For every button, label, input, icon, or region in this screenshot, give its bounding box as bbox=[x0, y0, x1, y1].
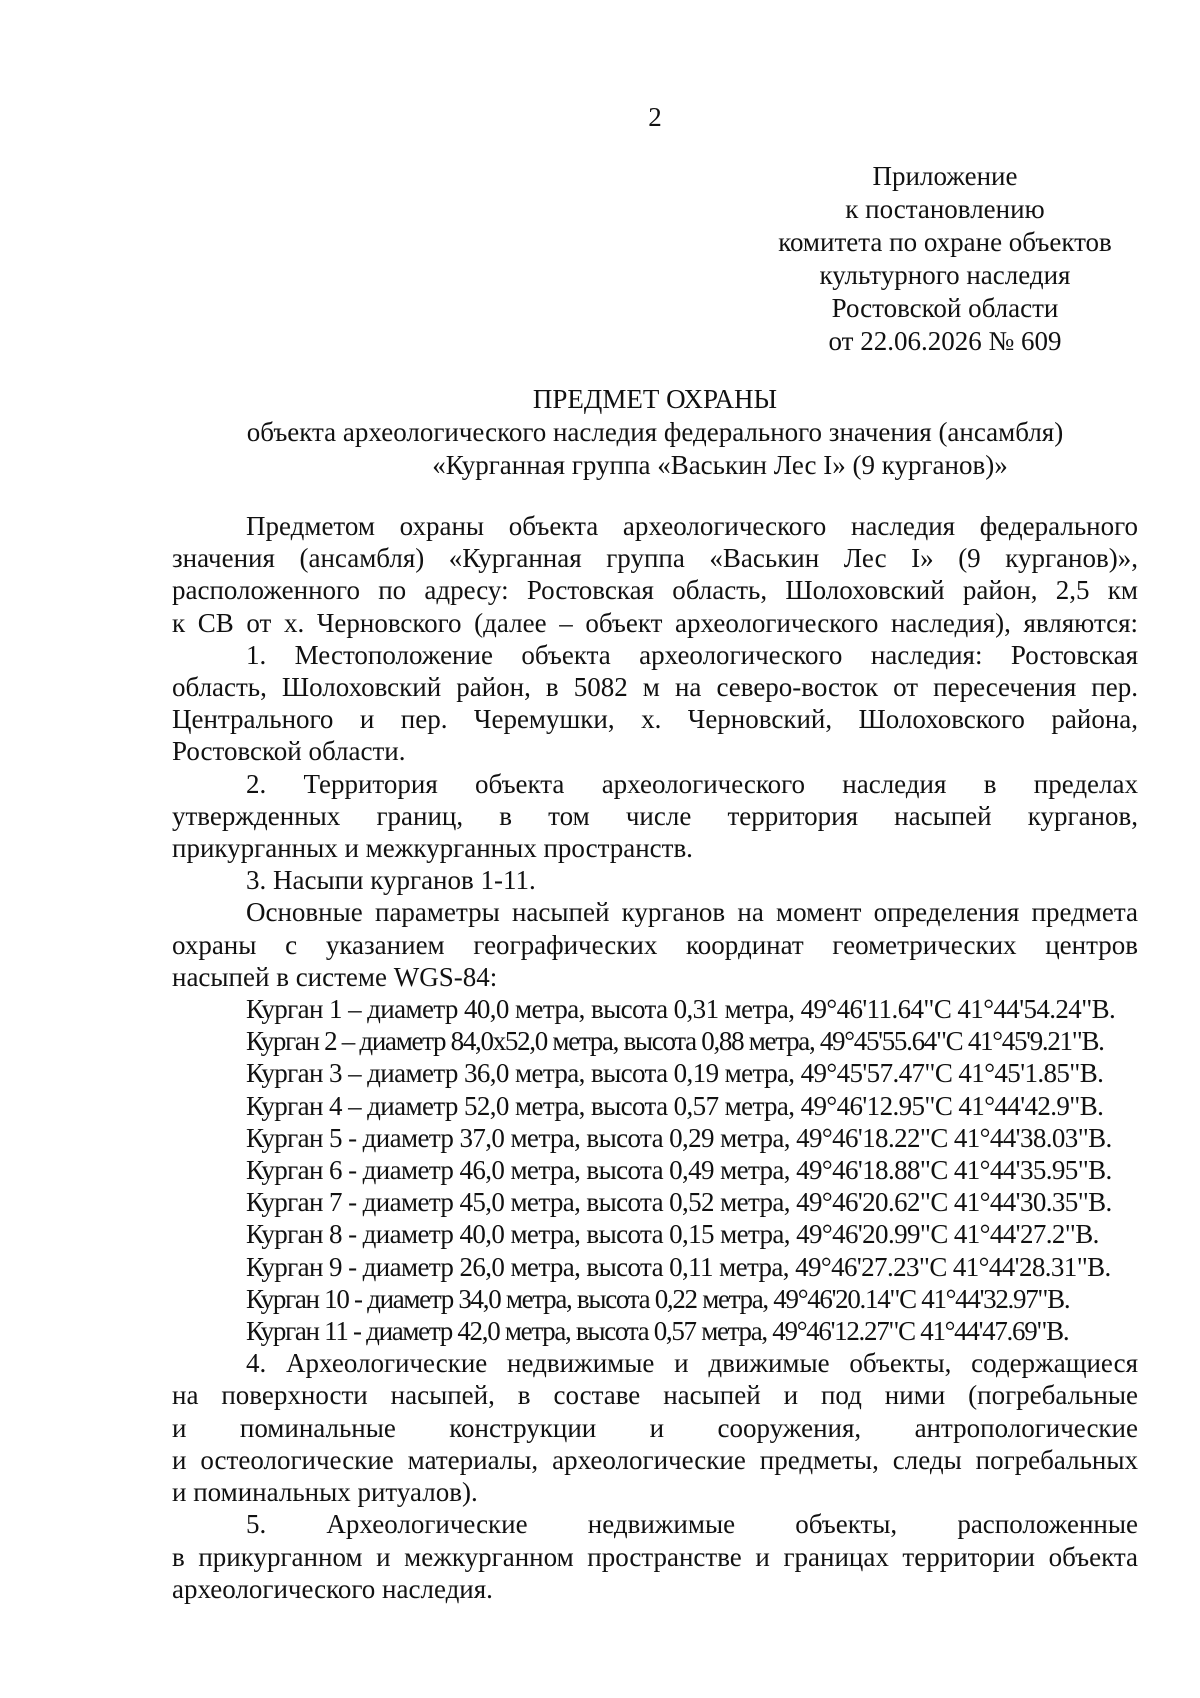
text-line: 2. Территория объекта археологического наследия в пределах bbox=[246, 768, 1138, 799]
item-2-territory bbox=[172, 768, 1138, 865]
item-1-location bbox=[172, 639, 1138, 768]
text-line: 3. Насыпи курганов 1-11. bbox=[246, 865, 536, 896]
appendix-line: Приложение bbox=[872, 161, 1018, 191]
kurgan-entry: Курган 10 - диаметр 34,0 метра, высота 0,22 метра, 49°46'20.14"С 41°44'32.97"В. bbox=[246, 1283, 1070, 1314]
appendix-line: культурного наследия bbox=[819, 260, 1071, 290]
text-line: и поминальные конструкции и сооружения, антропологические bbox=[172, 1412, 1138, 1443]
parameters-paragraph bbox=[172, 896, 1138, 993]
text-line: расположенного по адресу: Ростовская область, Шолоховский район, 2,5 км bbox=[172, 575, 1138, 606]
text-line: к СВ от х. Черновского (далее – объект археологического наследия), являются: bbox=[172, 607, 1138, 638]
title-heading: ПРЕДМЕТ ОХРАНЫ bbox=[532, 384, 778, 414]
appendix-line: Ростовской области bbox=[831, 293, 1059, 323]
text-line: 1. Местоположение объекта археологического наследия: Ростовская bbox=[246, 639, 1138, 670]
kurgan-list bbox=[172, 993, 1138, 1347]
appendix-line: к постановлению bbox=[845, 194, 1045, 224]
intro-paragraph bbox=[172, 510, 1138, 639]
kurgan-entry: Курган 5 - диаметр 37,0 метра, высота 0,29 метра, 49°46'18.22"С 41°44'38.03"В. bbox=[246, 1122, 1112, 1153]
kurgan-entry: Курган 1 – диаметр 40,0 метра, высота 0,31 метра, 49°46'11.64"С 41°44'54.24"В. bbox=[246, 994, 1116, 1025]
text-line: и поминальных ритуалов). bbox=[172, 1477, 478, 1508]
title-subheading: объекта археологического наследия федерального значения (ансамбля) bbox=[246, 417, 1064, 447]
document-title bbox=[170, 383, 1140, 482]
kurgan-entry: Курган 2 – диаметр 84,0х52,0 метра, высота 0,88 метра, 49°45'55.64"С 41°45'9.21"В. bbox=[246, 1026, 1104, 1057]
kurgan-entry: Курган 11 - диаметр 42,0 метра, высота 0,57 метра, 49°46'12.27"С 41°44'47.69"В. bbox=[246, 1316, 1069, 1347]
text-line: охраны с указанием географических координат геометрических центров bbox=[172, 929, 1138, 960]
text-line: насыпей в системе WGS-84: bbox=[172, 961, 498, 992]
text-line: Основные параметры насыпей курганов на момент определения предмета bbox=[246, 897, 1138, 928]
text-line: Центрального и пер. Черемушки, х. Черновский, Шолоховского района, bbox=[172, 704, 1138, 735]
kurgan-entry: Курган 6 - диаметр 46,0 метра, высота 0,49 метра, 49°46'18.88"С 41°44'35.95"В. bbox=[246, 1155, 1112, 1186]
text-line: 5. Археологические недвижимые объекты, расположенные bbox=[246, 1509, 1138, 1540]
appendix-line: комитета по охране объектов bbox=[778, 227, 1112, 257]
text-line: область, Шолоховский район, в 5082 м на северо-восток от пересечения пер. bbox=[172, 672, 1138, 703]
text-line: значения (ансамбля) «Курганная группа «Васькин Лес I» (9 курганов)», bbox=[172, 543, 1138, 574]
item-3-mounds bbox=[172, 864, 1138, 896]
kurgan-entry: Курган 3 – диаметр 36,0 метра, высота 0,19 метра, 49°45'57.47"С 41°45'1.85"В. bbox=[246, 1058, 1104, 1089]
text-line: Ростовской области. bbox=[172, 736, 406, 767]
kurgan-entry: Курган 8 - диаметр 40,0 метра, высота 0,15 метра, 49°46'20.99"С 41°44'27.2"В. bbox=[246, 1219, 1099, 1250]
item-4-objects bbox=[172, 1347, 1138, 1508]
text-line: прикурганных и межкурганных пространств. bbox=[172, 833, 693, 864]
text-line: в прикурганном и межкурганном пространстве и границах территории объекта bbox=[172, 1541, 1138, 1572]
appendix-date-number: от 22.06.2026 № 609 bbox=[828, 326, 1062, 356]
text-line: Предметом охраны объекта археологического наследия федерального bbox=[246, 511, 1138, 541]
text-line: и остеологические материалы, археологические предметы, следы погребальных bbox=[172, 1444, 1138, 1475]
text-line: 4. Археологические недвижимые и движимые объекты, содержащиеся bbox=[246, 1348, 1138, 1379]
document-body bbox=[172, 510, 1138, 1605]
item-5-objects bbox=[172, 1508, 1138, 1605]
appendix-header bbox=[760, 160, 1130, 358]
text-line: утвержденных границ, в том числе территория насыпей курганов, bbox=[172, 800, 1138, 831]
page-number: 2 bbox=[648, 102, 662, 132]
kurgan-entry: Курган 7 - диаметр 45,0 метра, высота 0,52 метра, 49°46'20.62"С 41°44'30.35"В. bbox=[246, 1187, 1112, 1218]
text-line: археологического наследия. bbox=[172, 1573, 493, 1604]
kurgan-entry: Курган 9 - диаметр 26,0 метра, высота 0,11 метра, 49°46'27.23"С 41°44'28.31"В. bbox=[246, 1251, 1111, 1282]
kurgan-entry: Курган 4 – диаметр 52,0 метра, высота 0,57 метра, 49°46'12.95"С 41°44'42.9"В. bbox=[246, 1090, 1104, 1121]
title-object-name: «Курганная группа «Васькин Лес I» (9 курганов)» bbox=[432, 450, 1008, 480]
text-line: на поверхности насыпей, в составе насыпей и под ними (погребальные bbox=[172, 1380, 1138, 1411]
